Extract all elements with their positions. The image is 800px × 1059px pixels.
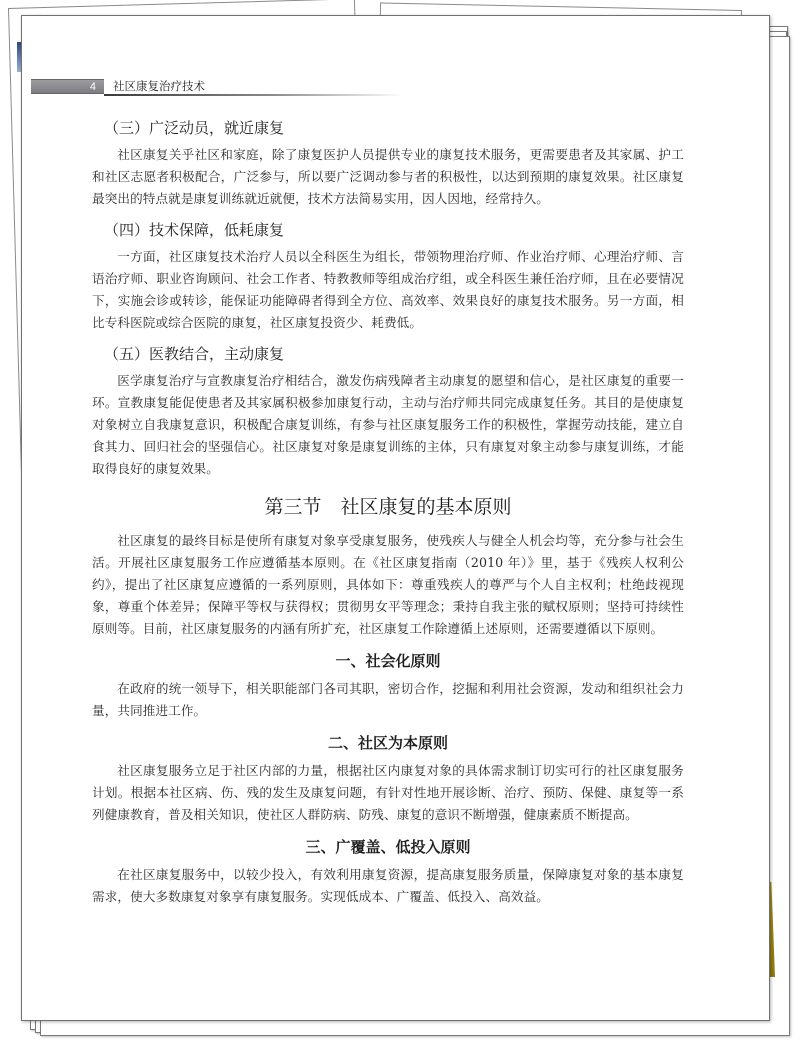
principle-text: 在政府的统一领导下，相关职能部门各司其职，密切合作，挖掘和利用社会资源，发动和组织社会力量，共同推进工作。 [92,681,684,718]
paragraph: 医学康复治疗与宣教康复治疗相结合，激发伤病残障者主动康复的愿望和信心，是社区康复的重要一环。宣教康复能促使患者及其家属积极参加康复行动，主动与治疗师共同完成康复任务。其目的是使康复对象树立自我康复意识，积极配合康复训练，有参与社区康复服务工作的积极性，掌握劳动技能，建立自食其力、回归社会的坚强信心。社区康复对象是康复训练的主体，只有康复对象主动参与康复训练，才能取得良好的康复效果。 [92,373,684,476]
principle-title-wide-coverage: 三、广覆盖、低投入原则 [305,838,471,856]
paragraph: 一方面，社区康复技术治疗人员以全科医生为组长，带领物理治疗师、作业治疗师、心理治疗师、言语治疗师、职业咨询顾问、社会工作者、特教教师等组成治疗组，或全科医生兼任治疗师，且在必要情况下，实施会诊或转诊，能保证功能障碍者得到全方位、高效率、效果良好的康复技术服务。另一方面，相比专科医院或综合医院的康复，社区康复投资少、耗费低。 [92,249,684,330]
subsection-heading: （四）技术保障，低耗康复 [104,221,285,239]
subsection-heading: （三）广泛动员，就近康复 [104,119,285,137]
subsection-3 [92,118,684,210]
subsection-heading: （五）医教结合，主动康复 [104,345,285,363]
section-title: 第三节 社区康复的基本原则 [264,496,512,518]
paragraph: 社区康复关乎社区和家庭，除了康复医护人员提供专业的康复技术服务，更需要患者及其家属、护工和社区志愿者积极配合，广泛参与，所以要广泛调动参与者的积极性，以达到预期的康复效果。社区康复最突出的特点就是康复训练就近就便，技术方法简易实用，因人因地，经常持久。 [92,147,684,206]
subsection-4 [92,220,684,334]
principle-text: 社区康复服务立足于社区内部的力量，根据社区内康复对象的具体需求制订切实可行的社区康复服务计划。根据本社区病、伤、残的发生及康复问题，有针对性地开展诊断、治疗、预防、保健、康复等一系列健康教育，普及相关知识，使社区人群防病、防残、康复的意识不断增强，健康素质不断提高。 [92,763,684,822]
page-content [92,118,684,908]
header-rule [104,94,404,96]
book-page [21,15,770,1021]
principle-title-socialization: 一、社会化原则 [335,652,441,670]
section-intro: 社区康复的最终目标是使所有康复对象享受康复服务，使残疾人与健全人机会均等，充分参与社会生活。开展社区康复服务工作应遵循基本原则。在《社区康复指南（2010 年）》里，基于《残疾人权利公约》，提出了社区康复应遵循的一系列原则，具体如下：尊重残疾人的尊严与个人自主权利；杜绝歧视现象，尊重个体差异；保障平等权与获得权；贯彻男女平等理念；秉持自我主张的赋权原则；坚持可持续性原则等。目前，社区康复服务的内涵有所扩充，社区康复工作除遵循上述原则，还需要遵循以下原则。 [92,533,684,636]
subsection-5 [92,344,684,480]
principle-text: 在社区康复服务中，以较少投入，有效利用康复资源，提高康复服务质量，保障康复对象的基本康复需求，使大多数康复对象享有康复服务。实现低成本、广覆盖、低投入、高效益。 [92,867,684,904]
running-head [31,78,751,95]
principle-title-community-based: 二、社区为本原则 [327,734,448,752]
page-number: 4 [31,79,104,94]
book-title: 社区康复治疗技术 [113,79,205,93]
